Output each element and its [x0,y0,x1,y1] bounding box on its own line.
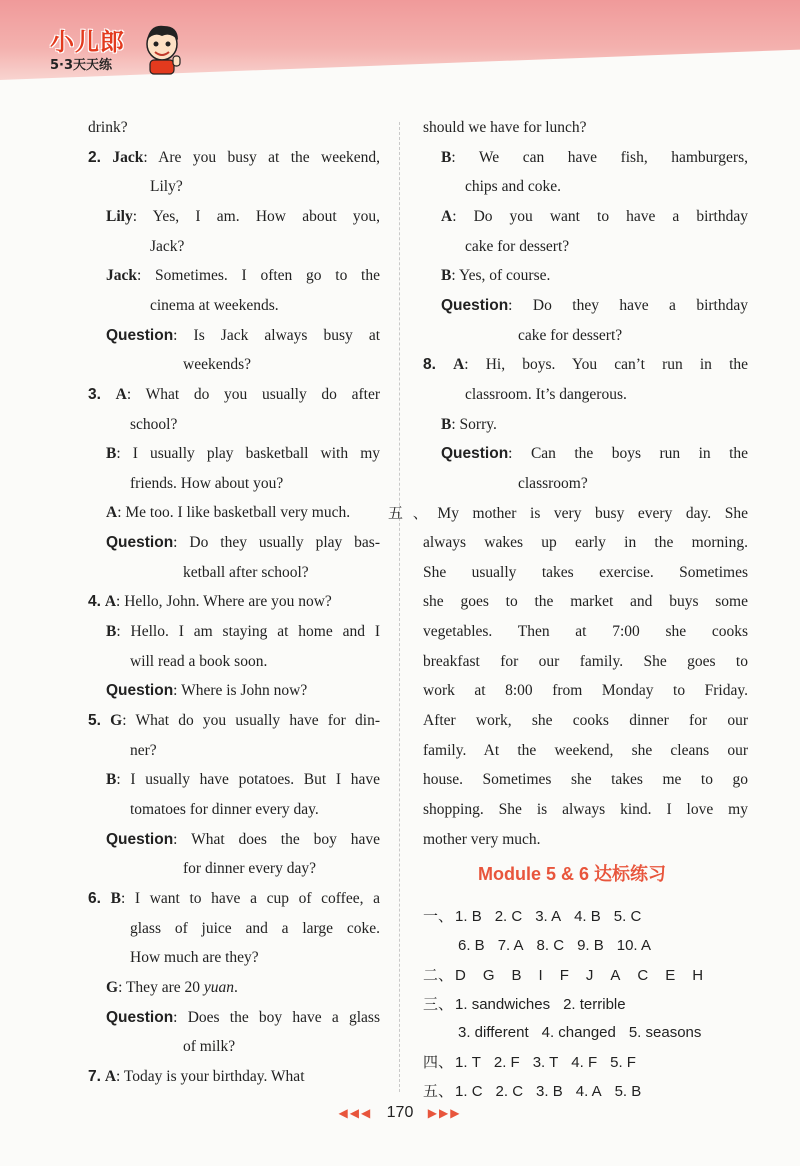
text-line: 4. A: Hello, John. Where are you now? [88,593,332,611]
answer-item: 10. A [616,937,651,954]
answer-item: 8. C [536,937,565,954]
line-text: Do you want to have a birthday [473,207,748,225]
answer-row [456,1023,701,1043]
line-text: Jack? [150,237,185,255]
answer-section-label: 二、 [423,966,454,984]
line-text: Do they have a birthday [532,296,748,314]
text-line [130,741,380,761]
line-text: Hello, John. Where are you now? [124,593,332,611]
speaker-label: B [441,148,452,166]
answer-item: 2. C [495,1083,524,1100]
line-text: Hello. I am staying at home and I [130,623,380,641]
text-line: B: I usually play basketball with my [106,445,381,463]
text-line [423,681,748,701]
question-number: 5. [88,712,101,729]
answer-item: 7. A [497,937,524,954]
speaker-label: A [106,504,118,522]
text-line [388,503,748,523]
question-label: Question [106,682,174,700]
line-text: Does the boy have a glass [187,1008,380,1026]
text-line [423,592,748,612]
line-text: chips and coke. [465,178,561,196]
answer-item: G [482,967,495,984]
answer-row [423,1081,641,1102]
text-line [130,800,380,820]
speaker-label: A [104,593,117,611]
speaker-label: Jack [112,148,144,166]
question-number: 6. [88,889,101,907]
line-italic: yuan [203,978,235,996]
answer-section-label: 五、 [423,1082,454,1100]
text-line: B: Hello. I am staying at home and I [106,623,380,641]
text-line [183,1037,380,1057]
question-number: 4. [88,593,101,611]
line-text: Yes, I am. How about you, [152,207,380,225]
answer-section-label: 三、 [423,995,454,1013]
text-line [183,563,380,583]
speaker-label: G [110,712,123,729]
line-text: work at 8:00 from Monday to Friday. [423,682,748,700]
answer-item: 2. F [493,1054,520,1071]
speaker-label: G [106,978,119,996]
text-line [183,859,380,879]
speaker-label: A [441,207,453,225]
line-text: breakfast for our family. She goes to [423,652,748,670]
answer-item: 3. B [536,1083,563,1100]
text-line [423,563,748,583]
text-line [183,355,380,375]
text-line: Question: Is Jack always busy at [106,326,381,344]
line-text: should we have for lunch? [423,119,587,136]
line-text: drink? [88,119,128,136]
line-text: Yes, of course. [458,267,551,285]
column-divider [399,122,400,1092]
question-label: Question [106,830,174,848]
module-title: Module 5 & 6 达标练习 [478,864,667,884]
section-label: 五、 [388,504,438,523]
line-text: I usually have potatoes. But I have [130,771,380,789]
question-number: 2. [88,148,101,166]
speaker-label: B [441,415,452,433]
text-line [423,118,748,138]
line-text: I usually play basketball with my [132,445,381,463]
line-text: After work, she cooks dinner for our [423,712,748,729]
speaker-label: B [106,771,117,789]
text-line [423,770,748,790]
speaker-label: Jack [106,267,137,285]
answer-item: 6. B [458,937,485,954]
text-line: 8. A: Hi, boys. You can’t run in the [423,356,749,374]
answer-item: D [455,967,466,984]
text-line [423,830,748,850]
answer-item: 2. C [494,908,523,925]
line-text: classroom. It’s dangerous. [465,385,627,403]
speaker-label: Lily [106,207,133,225]
line-text: What does the boy have [191,830,380,848]
line-text: cinema at weekends. [150,296,279,314]
answer-item: 5. C [613,908,642,925]
text-line: 7. A: Today is your birthday. What [88,1067,305,1085]
line-text: she goes to the market and buys some [423,593,748,611]
line-text: classroom? [518,474,588,492]
answer-item: 1. C [455,1083,483,1100]
text-line [130,474,380,494]
line-text: tomatoes for dinner every day. [130,800,319,818]
question-label: Question [106,534,174,552]
line-text: Where is John now? [181,682,308,700]
text-line: B: Sorry. [441,415,497,433]
text-line: A: Me too. I like basketball very much. [106,504,351,522]
text-line [423,711,748,731]
left-arrows-icon: ◀◀◀ [338,1106,373,1120]
answer-item: 4. changed [541,1024,616,1041]
answer-item: 9. B [577,937,604,954]
text-line [423,533,748,553]
answer-item: 3. T [532,1054,559,1071]
answer-item: 4. B [574,908,601,925]
line-text: shopping. She is always kind. I love my [423,800,748,818]
answer-item: A [610,967,621,984]
line-text: Me too. I like basketball very much. [125,504,351,522]
text-line [130,919,380,939]
answer-item: 1. sandwiches [455,996,551,1013]
answer-item: E [665,967,676,984]
line-text: for dinner every day? [183,860,316,878]
line-text: We can have fish, hamburgers, [478,148,748,166]
line-text: cake for dessert? [518,326,623,344]
text-line: 6. B: I want to have a cup of coffee, a [88,889,381,907]
text-line: B: I usually have potatoes. But I have [106,771,380,789]
line-text: weekends? [183,356,251,374]
brand-title: 小儿郎 [50,28,125,56]
line-text: What do you usually have for din- [135,712,381,729]
text-line: Question: What does the boy have [106,830,380,848]
text-line [465,177,748,197]
answer-item: 4. F [571,1054,598,1071]
text-line [423,622,748,642]
text-line [150,177,380,197]
line-text: How much are they? [130,949,259,967]
question-label: Question [106,326,174,344]
answer-item: 2. terrible [563,996,626,1013]
answer-row [423,906,641,927]
answer-item: 1. T [455,1054,481,1071]
answer-row [456,936,651,956]
speaker-label: B [110,889,121,907]
answer-row [423,994,626,1015]
answer-item: 4. A [575,1083,602,1100]
line-text: I want to have a cup of coffee, a [134,889,381,907]
speaker-label: B [106,445,117,463]
text-line [423,652,748,672]
line-text: Is Jack always busy at [193,326,381,344]
text-line [518,326,748,346]
line-text: Lily? [150,178,183,196]
text-line: Question: Do they usually play bas- [106,534,380,552]
answer-row [423,965,703,986]
text-line [130,948,380,968]
question-label: Question [441,445,509,463]
line-text: glass of juice and a large coke. [130,919,380,937]
line-text: school? [130,415,178,433]
text-line [465,385,748,405]
text-line: B: We can have fish, hamburgers, [441,148,748,166]
text-line [150,296,380,316]
line-text: Can the boys run in the [530,445,749,463]
cartoon-boy-thumbs-up-icon [140,20,184,76]
line-text: house. Sometimes she takes me to go [423,771,748,789]
line-text: friends. How about you? [130,474,284,492]
text-line: B: Yes, of course. [441,267,551,285]
speaker-label: A [104,1067,117,1085]
line-text: What do you usually do after [145,385,381,403]
text-line [518,474,748,494]
line-text: vegetables. Then at 7:00 she cooks [423,623,748,641]
text-line [465,237,748,257]
text-line: 3. A: What do you usually do after [88,385,381,403]
line-text: always wakes up early in the morning. [423,534,748,552]
line-text: Are you busy at the weekend, [158,148,381,166]
text-line [423,800,748,820]
line-text: Hi, boys. You can’t run in the [485,356,749,374]
answer-item: 5. F [610,1054,636,1071]
answer-item: 5. seasons [628,1024,702,1041]
answer-item: 5. B [614,1083,642,1100]
text-line [130,415,380,435]
answer-item: I [538,967,543,984]
text-line: Jack: Sometimes. I often go to the [106,267,380,285]
series-title: 5·3天天练 [50,58,113,73]
answer-item: F [559,967,569,984]
text-line: G: They are 20 yuan. [106,978,238,996]
text-line: Lily: Yes, I am. How about you, [106,207,380,225]
answer-item: J [585,967,594,984]
question-number: 3. [88,385,101,403]
answer-section-label: 四、 [423,1053,454,1071]
line-text: Do they usually play bas- [189,534,380,552]
text-line [150,237,380,257]
text-line: Question: Does the boy have a glass [106,1008,380,1026]
line-text: cake for dessert? [465,237,570,255]
text-line [88,118,380,138]
text-line: Question: Where is John now? [106,682,308,700]
line-text: will read a book soon. [130,652,268,670]
answer-row [423,1052,636,1073]
line-text: She usually takes exercise. Sometimes [423,563,748,581]
text-line [130,652,380,672]
answer-item: 1. B [455,908,482,925]
line-text: Today is your birthday. What [123,1067,305,1085]
text-line: 5. G: What do you usually have for din- [88,712,381,729]
page-footer [0,1104,800,1122]
answer-item: B [511,967,522,984]
text-line: Question: Can the boys run in the [441,445,749,463]
line-text: mother very much. [423,830,541,848]
text-line [423,741,748,761]
line-text: They are 20 [125,978,204,996]
line-text: Sometimes. I often go to the [155,267,380,285]
answer-section-label: 一、 [423,907,454,925]
question-number: 8. [423,356,436,374]
question-label: Question [106,1008,174,1026]
question-number: 7. [88,1067,101,1085]
line-text: of milk? [183,1038,236,1056]
question-label: Question [441,296,509,314]
right-arrows-icon: ▶▶▶ [427,1106,462,1120]
speaker-label: A [115,385,127,403]
line-text: family. At the weekend, she cleans our [423,741,748,759]
page-number: 170 [386,1104,414,1121]
speaker-label: B [106,623,117,641]
answer-item: 3. A [535,908,562,925]
answer-item: H [692,967,704,984]
text-line: 2. Jack: Are you busy at the weekend, [88,148,381,166]
answer-item: 3. different [458,1024,529,1041]
text-line: Question: Do they have a birthday [441,296,748,314]
speaker-label: B [441,267,452,285]
line-text: My mother is very busy every day. She [437,505,748,523]
line-text: ner? [130,741,157,759]
speaker-label: A [453,356,465,374]
answer-item: C [637,967,649,984]
line-text: ketball after school? [183,563,309,581]
line-text: Sorry. [459,415,497,433]
text-line: A: Do you want to have a birthday [441,207,748,225]
brand-logo [40,20,190,76]
